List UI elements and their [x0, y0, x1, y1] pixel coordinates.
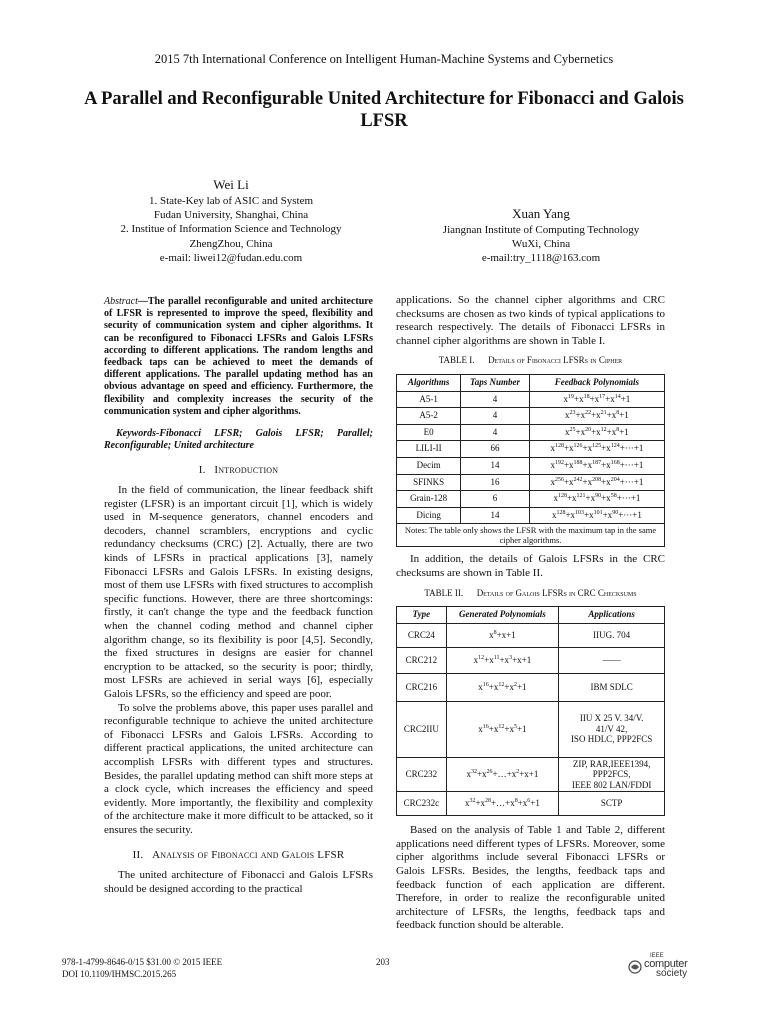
table-cell: 66: [461, 441, 530, 458]
table-row: [397, 474, 665, 491]
author-affiliation-line: 2. Institue of Information Science and Technology: [120, 223, 342, 236]
conference-header: 2015 7th International Conference on Intelligent Human-Machine Systems and Cybernetics: [154, 52, 614, 66]
abstract-label: Abstract: [104, 296, 138, 307]
table-row: [397, 457, 665, 474]
table-row: [397, 408, 665, 425]
paragraph: The united architecture of Fibonacci and Galois LFSRs should be designed according to the practical: [104, 869, 373, 895]
table2: [396, 606, 665, 816]
author-name: Xuan Yang: [512, 206, 570, 221]
table-cell: 4: [461, 391, 530, 408]
table-header-cell: Type: [397, 607, 447, 624]
paragraph: In addition, the details of Galois LFSRs in the CRC checksums are shown in Table II.: [396, 553, 665, 579]
footer-isbn: 978-1-4799-8646-0/15 $31.00 © 2015 IEEE: [62, 957, 223, 967]
table-cell: $x^{128}+x^{103}+x^{101}+x^{90}+\cdot\cdot\cdot+1$: [529, 507, 664, 524]
section-number: II.: [132, 849, 144, 862]
table-cell: ——: [559, 647, 665, 673]
table-cell: LILI-II: [397, 441, 461, 458]
table-cell: 14: [461, 457, 530, 474]
table-cell: $x^{12}+x^{11}+x^3+x+1$: [446, 647, 559, 673]
table-cell: $x^{32}+x^{26}+\dots+x^2+x+1$: [446, 757, 559, 792]
paper-title: A Parallel and Reconfigurable United Architecture for Fibonacci and Galois LFSR: [84, 89, 684, 131]
table-cell: $x^{256}+x^{242}+x^{208}+x^{204}+\cdot\cdot\cdot+1$: [529, 474, 664, 491]
table-cell: CRC232: [397, 757, 447, 792]
table-cell: $x^{192}+x^{188}+x^{187}+x^{168}+\cdot\cdot\cdot+1$: [529, 457, 664, 474]
table-cell: 6: [461, 491, 530, 508]
table-row: [397, 623, 665, 647]
table-cell: CRC216: [397, 673, 447, 701]
table-header-row: [397, 374, 665, 391]
table-cell: IBM SDLC: [559, 673, 665, 701]
table-cell: IIUG. 704: [559, 623, 665, 647]
abstract: [104, 296, 373, 418]
right-column: [396, 294, 665, 933]
table-cell: 14: [461, 507, 530, 524]
table-cell: IIU X 25 V. 34/V. 41/V 42, ISO HDLC, PPP2FCS: [559, 701, 665, 757]
table-row: [397, 391, 665, 408]
paragraph: Based on the analysis of Table 1 and Table 2, different applications need different types of LFSRs. Moreover, some cipher algorithms include several Fibonacci LFSRs or Galois LFSRs. Besides, the lengths, feedback taps and feedback function of each application are different. Therefore, in order to realize the reconfigurable united architecture of LFSRs, the lengths, feedback taps and feedback function should be alterable.: [396, 824, 665, 932]
table-cell: E0: [397, 424, 461, 441]
section-heading-analysis: [104, 849, 373, 863]
table-row: [397, 757, 665, 792]
table-cell: CRC232c: [397, 792, 447, 816]
section-heading-introduction: [104, 464, 373, 478]
table-number: TABLE I.: [438, 355, 475, 366]
table-row: [397, 673, 665, 701]
computer-society-logo-icon: [628, 960, 642, 974]
table-cell: A5-2: [397, 408, 461, 425]
table-header-cell: Feedback Polynomials: [529, 374, 664, 391]
table-cell: SCTP: [559, 792, 665, 816]
logo-computer-text: computer: [644, 958, 688, 970]
table-row: [397, 491, 665, 508]
table-cell: $x^{23}+x^{22}+x^{21}+x^8+1$: [529, 408, 664, 425]
paragraph: To solve the problems above, this paper uses parallel and reconfigurable technique to achieve the united architecture of Fibonacci LFSRs and Galois LFSRs. According to different practical applications, the united architecture can accomplish LFSRs with different types and structures. Besides, the parallel updating method can shift more steps at a clock cycle, which increases the efficiency and speed evidently. More importantly, the flexibility and complexity of the architecture make it more difficult to be attacked, so it ensures the security.: [104, 701, 373, 836]
table-header-cell: Algorithms: [397, 374, 461, 391]
table-cell: $x^8+x+1$: [446, 623, 559, 647]
section-title: Introduction: [214, 464, 279, 477]
table-cell: Decim: [397, 457, 461, 474]
table-title: Details of Fibonacci LFSRs in Cipher: [488, 355, 623, 366]
table-cell: $x^{16}+x^{12}+x^2+1$: [446, 673, 559, 701]
table-cell: 4: [461, 424, 530, 441]
table-note-row: [397, 524, 665, 547]
table-cell: A5-1: [397, 391, 461, 408]
table-cell: $x^{32}+x^{28}+\dots+x^8+x^6+1$: [446, 792, 559, 816]
author-affiliation-line: Fudan University, Shanghai, China: [153, 209, 309, 222]
keywords: Keywords-Fibonacci LFSR; Galois LFSR; Parallel; Reconfigurable; United architecture: [104, 428, 373, 452]
table-cell: 4: [461, 408, 530, 425]
footer-left: [62, 956, 222, 980]
paragraph: applications. So the channel cipher algorithms and CRC checksums are chosen as two kinds of typical applications to research respectively. The details of Fibonacci LFSRs in channel cipher algorithms are shown in Table I.: [396, 294, 665, 347]
author-affiliation-line: WuXi, China: [511, 238, 571, 251]
table-cell: Grain-128: [397, 491, 461, 508]
table-cell: $x^{128}+x^{126}+x^{125}+x^{124}+\cdot\cdot\cdot+1$: [529, 441, 664, 458]
logo-ieee-text: IEEE: [650, 953, 664, 959]
author-affiliation-line: ZhengZhou, China: [189, 237, 273, 250]
table-cell: $x^{19}+x^{18}+x^{17}+x^{14}+1$: [529, 391, 664, 408]
author-email: e-mail:try_1118@163.com: [481, 252, 601, 265]
table-row: [397, 441, 665, 458]
table-header-cell: Applications: [559, 607, 665, 624]
table-header-cell: Generated Polynomials: [446, 607, 559, 624]
section-number: I.: [198, 464, 206, 477]
table-cell: CRC2IIU: [397, 701, 447, 757]
computer-society-logo: [624, 953, 696, 979]
table-cell: ZIP, RAR,IEEE1394, PPP2FCS, IEEE 802 LAN/FDDI: [559, 757, 665, 792]
table-cell: CRC212: [397, 647, 447, 673]
table-cell: $x^{25}+x^{20}+x^{12}+x^8+1$: [529, 424, 664, 441]
footer-doi: DOI 10.1109/IHMSC.2015.265: [62, 969, 177, 979]
author-block-2: [396, 205, 686, 266]
table-note: Notes: The table only shows the LFSR with the maximum tap in the same cipher algorithms.: [397, 524, 665, 547]
author-affiliation-line: Jiangnan Institute of Computing Technology: [442, 224, 640, 236]
author-name: Wei Li: [213, 177, 249, 192]
table-cell: SFINKS: [397, 474, 461, 491]
paragraph: In the field of communication, the linear feedback shift register (LFSR) is an important circuit [1], which is widely used in M-sequence generators, channel encoders and decoders, channel scramblers, encryptions and cyclic redundancy checksums (CRC) [2]. Actually, there are two kinds of LFSRs in practical applications [3], namely Fibonacci LFSRs and Galois LFSRs. In existing designs, most of them use LFSRs with fixed structures to accomplish specific functions. However, there are three shortcomings: firstly, it can't change the type and the feedback function when the channel coding method and channel cipher algorithm change, so its flexibility is poor [4,5]. Secondly, the fixed structures in designs are easier for channel encryption to be attacked, so the security is poor; thirdly, most LFSRs are achieved in serial ways [6], especially Galois LFSRs, so the efficiency and speed are poor.: [104, 484, 373, 700]
table-row: [397, 792, 665, 816]
table-cell: 16: [461, 474, 530, 491]
table-header-cell: Taps Number: [461, 374, 530, 391]
table-title: Details of Galois LFSRs in CRC Checksums: [476, 587, 637, 598]
table-header-row: [397, 607, 665, 624]
logo-society-text: society: [656, 968, 688, 979]
author-email: e-mail: liwei12@fudan.edu.com: [159, 251, 303, 264]
table1: [396, 374, 665, 547]
left-column: [104, 296, 373, 896]
page-number: 203: [376, 957, 390, 967]
table-row: [397, 647, 665, 673]
table-cell: CRC24: [397, 623, 447, 647]
abstract-dash: —: [137, 296, 148, 307]
table1-caption: [396, 354, 665, 368]
table2-caption: [396, 587, 665, 601]
table-row: [397, 701, 665, 757]
table-row: [397, 424, 665, 441]
table-row: [397, 507, 665, 524]
author-affiliation-line: 1. State-Key lab of ASIC and System: [148, 195, 314, 207]
abstract-text: The parallel reconfigurable and united architecture of LFSR is represented to improve the speed, flexibility and security of communication system and cipher algorithms. It can be reconfigured to Fibonacci LFSRs and Galois LFSRs according to different applications. The random lengths and feedback taps can be achieved to meet the demands of different applications. The parallel updating method has an obvious advantage on speed and efficiency. Furthermore, the flexibility and complexity increases the security of the communication system and cipher algorithms.: [104, 296, 373, 417]
table-cell: $x^{128}+x^{121}+x^{90}+x^{58}+\cdot\cdot\cdot+1$: [529, 491, 664, 508]
table-cell: $x^{16}+x^{12}+x^5+1$: [446, 701, 559, 757]
author-block-1: [96, 176, 366, 265]
table-number: TABLE II.: [424, 587, 464, 598]
table-cell: Dicing: [397, 507, 461, 524]
section-title: Analysis of Fibonacci and Galois LFSR: [152, 849, 345, 862]
